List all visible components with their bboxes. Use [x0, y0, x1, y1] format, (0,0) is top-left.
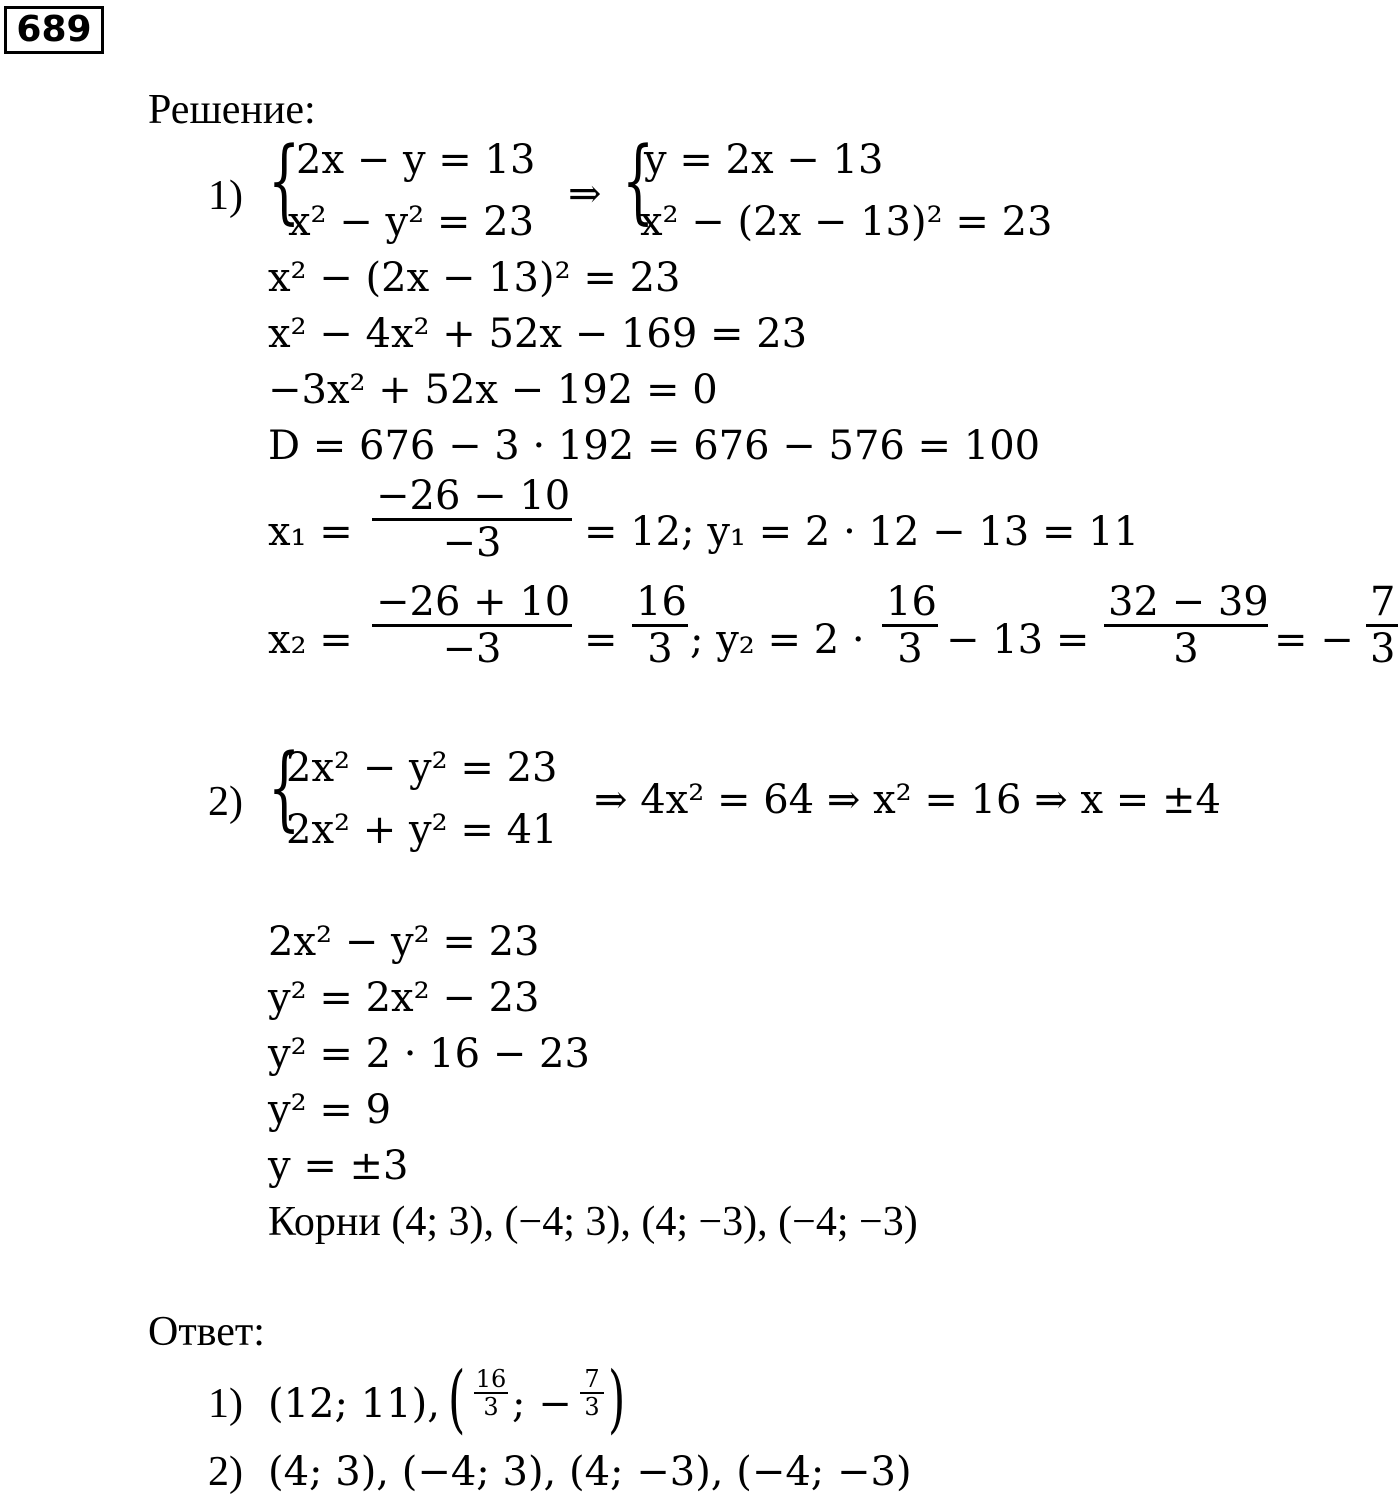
denominator: 3	[647, 626, 673, 672]
problem-number: 689	[4, 6, 104, 54]
system1-right-eq2: x² − (2x − 13)² = 23	[640, 199, 1053, 245]
x2-value-fraction	[632, 580, 688, 671]
step-2: x² − 4x² + 52x − 169 = 23	[268, 311, 808, 357]
answer1-label: 1)	[208, 1381, 243, 1427]
left-brace: {	[622, 127, 655, 234]
answer1-separator: ; −	[512, 1381, 572, 1427]
denominator: 3	[584, 1393, 600, 1421]
part2-step-1: 2x² − y² = 23	[268, 919, 540, 965]
numerator: 16	[475, 1365, 507, 1393]
solution-heading: Решение:	[148, 87, 316, 133]
y2-middle: − 13 =	[946, 617, 1090, 663]
part2-step-3: y² = 2 · 16 − 23	[268, 1031, 590, 1077]
part2-step-5: y = ±3	[268, 1143, 409, 1189]
part2-step-4: y² = 9	[268, 1087, 392, 1133]
part2-step-2: y² = 2x² − 23	[268, 975, 540, 1021]
roots-line: Корни (4; 3), (−4; 3), (4; −3), (−4; −3)	[268, 1199, 918, 1245]
system1-eq2: x² − y² = 23	[288, 199, 535, 245]
part2-label: 2)	[208, 779, 243, 825]
equals-minus: = −	[1274, 617, 1354, 663]
left-brace: {	[268, 127, 301, 234]
system1-eq1: 2x − y = 13	[296, 137, 536, 183]
system2-eq1: 2x² − y² = 23	[286, 745, 558, 791]
discriminant: D = 676 − 3 · 192 = 676 − 576 = 100	[268, 423, 1041, 469]
implies-arrow: ⇒	[568, 171, 602, 217]
answer1-text: (12; 11),	[268, 1381, 440, 1427]
part1-label: 1)	[208, 173, 243, 219]
denominator: 3	[1370, 626, 1396, 672]
y2-combined-fraction	[1104, 580, 1268, 671]
x2-fraction	[372, 580, 572, 671]
close-paren: )	[608, 1356, 626, 1442]
y2-start: ; y₂ = 2 ·	[690, 617, 865, 663]
system2-eq2: 2x² + y² = 41	[286, 807, 558, 853]
denominator: 3	[1173, 626, 1199, 672]
numerator: 32 − 39	[1104, 580, 1268, 627]
answer1-fraction2	[580, 1366, 604, 1420]
step-3: −3x² + 52x − 192 = 0	[268, 367, 718, 413]
y2-fraction	[882, 580, 938, 671]
x2-denominator: −3	[442, 626, 502, 672]
y2-result-fraction	[1366, 580, 1398, 671]
step-1: x² − (2x − 13)² = 23	[268, 255, 681, 301]
answer-heading: Ответ:	[148, 1309, 265, 1355]
answer2-text: (4; 3), (−4; 3), (4; −3), (−4; −3)	[268, 1449, 912, 1495]
answer1-fraction	[474, 1366, 508, 1420]
x1-lhs: x₁ =	[268, 509, 353, 555]
numerator: 16	[632, 580, 688, 627]
denominator: 3	[897, 626, 923, 672]
x1-rest: = 12; y₁ = 2 · 12 − 13 = 11	[584, 509, 1140, 555]
denominator: 3	[483, 1393, 499, 1421]
left-brace: {	[268, 734, 301, 841]
system2-result: ⇒ 4x² = 64 ⇒ x² = 16 ⇒ x = ±4	[594, 777, 1221, 823]
x2-lhs: x₂ =	[268, 617, 353, 663]
numerator: 16	[882, 580, 938, 627]
system1-right-eq1: y = 2x − 13	[644, 137, 884, 183]
x1-numerator: −26 − 10	[372, 474, 572, 521]
numerator: 7	[1366, 580, 1398, 627]
open-paren: (	[448, 1356, 466, 1442]
x1-fraction	[372, 474, 572, 565]
numerator: 7	[580, 1366, 604, 1394]
equals: =	[584, 617, 618, 663]
x1-denominator: −3	[442, 520, 502, 566]
x2-numerator: −26 + 10	[372, 580, 572, 627]
answer2-label: 2)	[208, 1449, 243, 1495]
